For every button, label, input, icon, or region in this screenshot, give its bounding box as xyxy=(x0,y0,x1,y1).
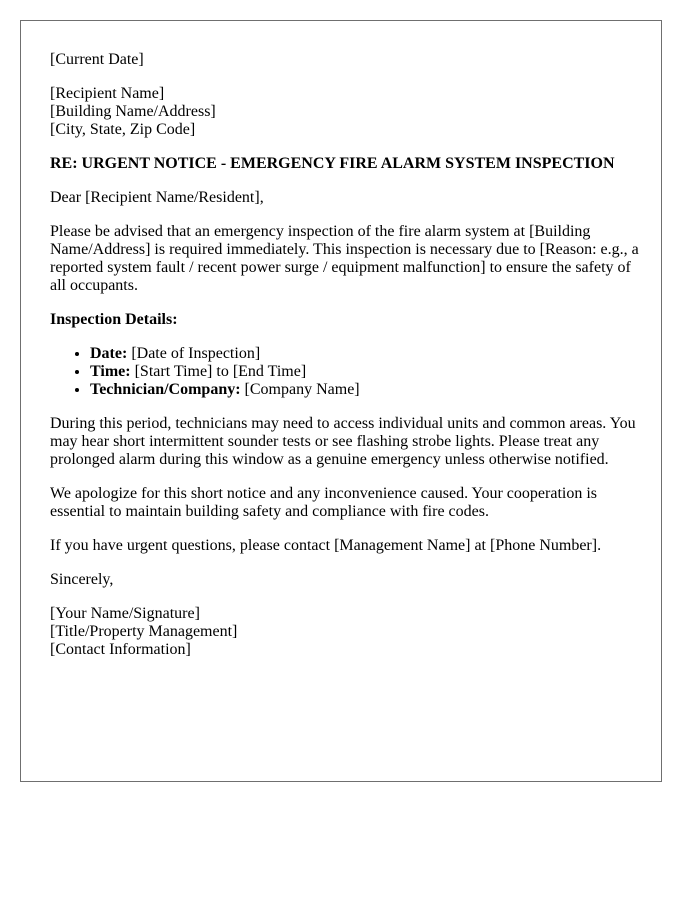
letter-date: [Current Date] xyxy=(50,51,144,68)
detail-label: Technician/Company: xyxy=(90,381,241,398)
access-paragraph: During this period, technicians may need to access individual units and common areas. You may hear short intermittent sounder tests or see flashing strobe lights. Please treat any prolonged alarm during this window as a genuine emergency unless otherwise notified. xyxy=(50,415,636,468)
contact-paragraph: If you have urgent questions, please contact [Management Name] at [Phone Number]. xyxy=(50,537,602,554)
inspection-details-list xyxy=(50,345,640,399)
recipient-name: [Recipient Name] xyxy=(50,85,165,102)
letter-frame xyxy=(20,20,662,782)
recipient-building: [Building Name/Address] xyxy=(50,103,216,120)
inspection-details-heading: Inspection Details: xyxy=(50,311,178,328)
detail-value: [Company Name] xyxy=(240,381,360,398)
closing: Sincerely, xyxy=(50,571,114,588)
detail-value: [Date of Inspection] xyxy=(127,345,261,362)
recipient-city: [City, State, Zip Code] xyxy=(50,121,196,138)
letter-body xyxy=(50,21,640,659)
detail-label: Time: xyxy=(90,363,131,380)
signature-title: [Title/Property Management] xyxy=(50,623,238,640)
detail-value: [Start Time] to [End Time] xyxy=(130,363,307,380)
apology-paragraph: We apologize for this short notice and any inconvenience caused. Your cooperation is essential to maintain building safety and compliance with fire codes. xyxy=(50,485,597,520)
intro-paragraph: Please be advised that an emergency inspection of the fire alarm system at [Building Name/Address] is required immediately. This inspection is necessary due to [Reason: e.g., a reported system fault / recent power surge / equipment malfunction] to ensure the safety of all occupants. xyxy=(50,223,639,294)
signature-contact: [Contact Information] xyxy=(50,641,191,658)
signature-name: [Your Name/Signature] xyxy=(50,605,200,622)
detail-item-date xyxy=(90,345,640,363)
recipient-address-block xyxy=(50,85,640,139)
detail-label: Date: xyxy=(90,345,128,362)
subject-line: RE: URGENT NOTICE - EMERGENCY FIRE ALARM SYSTEM INSPECTION xyxy=(50,155,615,172)
detail-item-time xyxy=(90,363,640,381)
salutation: Dear [Recipient Name/Resident], xyxy=(50,189,264,206)
signature-block xyxy=(50,605,640,659)
detail-item-technician xyxy=(90,381,640,399)
date-block xyxy=(50,51,640,69)
